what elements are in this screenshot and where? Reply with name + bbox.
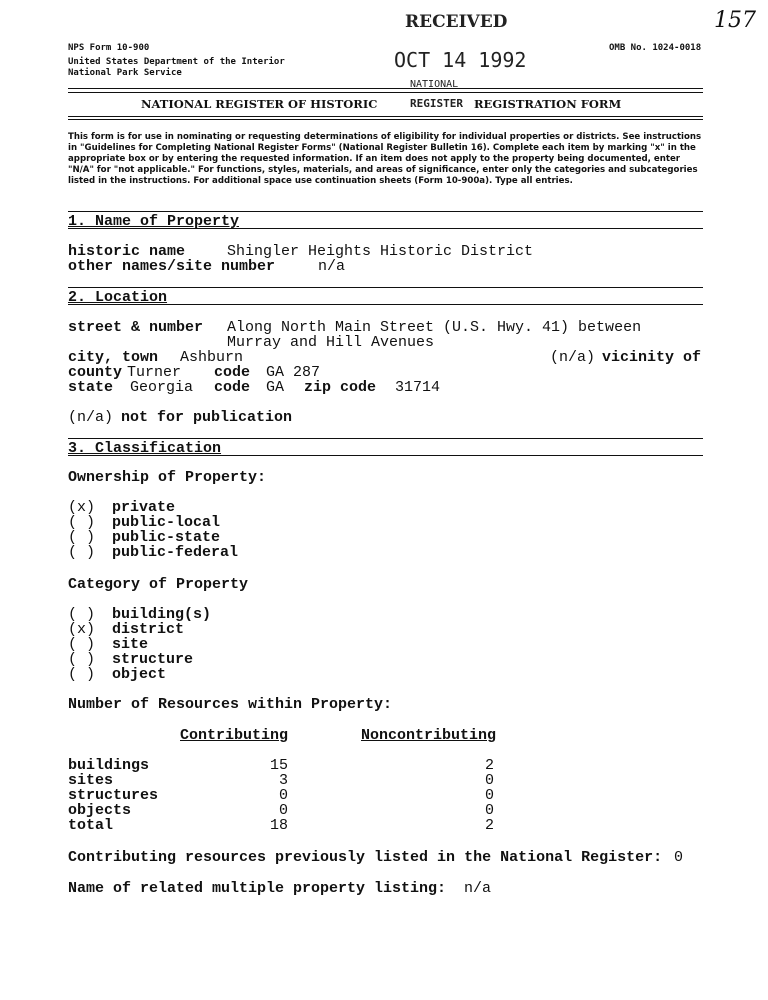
previously-listed-value: 0: [674, 849, 684, 866]
section2-rule-bottom: [68, 304, 703, 305]
ownership-option: public-local: [112, 514, 221, 531]
form-title-right: REGISTRATION FORM: [474, 97, 622, 111]
vicinity-mark: (n/a): [550, 349, 596, 366]
service-name: National Park Service: [68, 68, 182, 78]
register-stamp-overlay: REGISTER: [410, 97, 463, 110]
category-mark: ( ): [68, 651, 96, 668]
state-code-label: code: [214, 379, 251, 396]
resource-contributing: 18: [269, 817, 288, 834]
vicinity-label: vicinity of: [602, 349, 702, 366]
zip-label: zip code: [304, 379, 377, 396]
resource-noncontributing: 2: [484, 757, 494, 774]
city-value: Ashburn: [180, 349, 244, 366]
category-option: building(s): [112, 606, 212, 623]
publication-mark: (n/a): [68, 409, 114, 426]
resource-noncontributing: 0: [484, 772, 494, 789]
handwritten-number: 157: [714, 8, 756, 33]
section1-rule-bottom: [68, 228, 703, 229]
category-option: district: [112, 621, 185, 638]
resource-row-label: objects: [68, 802, 132, 819]
resource-row-label: structures: [68, 787, 159, 804]
resource-noncontributing: 0: [484, 787, 494, 804]
ownership-mark: (x): [68, 499, 96, 516]
category-option: object: [112, 666, 167, 683]
county-code-value: GA 287: [266, 364, 321, 381]
other-names-label: other names/site number: [68, 258, 276, 275]
ownership-mark: ( ): [68, 544, 96, 561]
resource-row-label: sites: [68, 772, 114, 789]
category-option: structure: [112, 651, 194, 668]
category-mark: ( ): [68, 666, 96, 683]
resource-contributing: 0: [278, 802, 288, 819]
form-title-left: NATIONAL REGISTER OF HISTORIC: [141, 97, 378, 111]
ownership-mark: ( ): [68, 514, 96, 531]
header-rule-top: [68, 88, 703, 89]
resources-label: Number of Resources within Property:: [68, 696, 393, 713]
category-mark: ( ): [68, 606, 96, 623]
city-label: city, town: [68, 349, 159, 366]
county-value: Turner: [127, 364, 182, 381]
previously-listed-label: Contributing resources previously listed in the National Register:: [68, 849, 663, 866]
street-line2: Murray and Hill Avenues: [227, 334, 435, 351]
section3-rule-top: [68, 438, 703, 439]
related-listing-value: n/a: [464, 880, 492, 897]
section2-rule-top: [68, 287, 703, 288]
street-line1: Along North Main Street (U.S. Hwy. 41) between: [227, 319, 642, 336]
resource-contributing: 0: [278, 787, 288, 804]
category-mark: (x): [68, 621, 96, 638]
category-mark: ( ): [68, 636, 96, 653]
ownership-mark: ( ): [68, 529, 96, 546]
national-stamp: NATIONAL: [410, 79, 459, 90]
ownership-option: public-federal: [112, 544, 239, 561]
section2-heading: 2. Location: [68, 289, 168, 306]
historic-name-label: historic name: [68, 243, 186, 260]
resource-row-label: total: [68, 817, 114, 834]
section3-rule-bottom: [68, 455, 703, 456]
publication-label: not for publication: [121, 409, 293, 426]
resource-noncontributing: 0: [484, 802, 494, 819]
omb-number: OMB No. 1024-0018: [609, 43, 702, 53]
form-number: NPS Form 10-900: [68, 43, 150, 53]
category-option: site: [112, 636, 149, 653]
state-code-value: GA: [266, 379, 285, 396]
resource-contributing: 3: [278, 772, 288, 789]
col-noncontributing-header: Noncontributing: [361, 727, 497, 744]
county-code-label: code: [214, 364, 251, 381]
ownership-option: public-state: [112, 529, 221, 546]
section3-heading: 3. Classification: [68, 440, 222, 457]
section1-rule-top: [68, 211, 703, 212]
street-label: street & number: [68, 319, 204, 336]
historic-name-value: Shingler Heights Historic District: [227, 243, 534, 260]
resource-row-label: buildings: [68, 757, 150, 774]
header-rule-bottom2: [68, 119, 703, 120]
other-names-value: n/a: [318, 258, 346, 275]
state-value: Georgia: [130, 379, 194, 396]
received-date-stamp: OCT 14 1992: [394, 48, 527, 72]
resource-contributing: 15: [269, 757, 288, 774]
col-contributing-header: Contributing: [180, 727, 289, 744]
header-rule-bottom: [68, 116, 703, 117]
header-rule-top2: [68, 92, 703, 93]
category-label: Category of Property: [68, 576, 249, 593]
department-name: United States Department of the Interior: [68, 57, 285, 67]
section1-heading: 1. Name of Property: [68, 213, 240, 230]
instructions-paragraph: This form is for use in nominating or requesting determinations of eligibility for individual properties or districts. See instructions in "Guidelines for Completing National Register Forms" (National Register Bulletin 16). Complete each item by marking "x" in the appropriate box or by entering the requested information. If an item does not apply to the property being documented, enter "N/A" for "not applicable." For functions, styles, materials, and areas of significance, enter only the categories and subcategories listed in the instructions. For additional space use continuation sheets (Form 10-900a). Type all entries.: [68, 132, 702, 186]
ownership-option: private: [112, 499, 176, 516]
resource-noncontributing: 2: [484, 817, 494, 834]
zip-value: 31714: [395, 379, 441, 396]
ownership-label: Ownership of Property:: [68, 469, 267, 486]
received-stamp: RECEIVED: [405, 12, 508, 32]
related-listing-label: Name of related multiple property listing:: [68, 880, 447, 897]
state-label: state: [68, 379, 114, 396]
county-label: county: [68, 364, 123, 381]
